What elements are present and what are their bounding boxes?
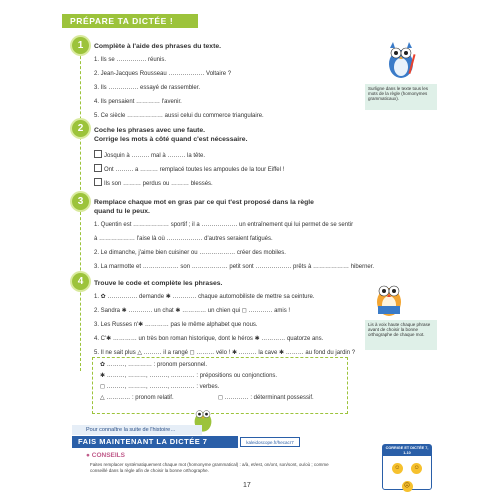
exercise-1-line-5: 5. Ce siècle ……………… aussi celui du commerce triangulaire. (94, 113, 264, 119)
exercise-4-line-2: 2. Sandra ✱ ………… un chat ✱ ………… un chien qui ◻ ………… amis ! (94, 308, 291, 314)
checkbox[interactable] (94, 178, 102, 186)
key-line-5: ◻ ………… : déterminant possessif. (218, 395, 314, 401)
exercise-2-line-3-text: Ils son ……… perdus ou ……… blessés. (104, 181, 213, 187)
dictation-url-link[interactable]: kaleidoscope.fr/hecacr7 (240, 437, 300, 447)
exercise-3-badge: 3 (72, 193, 89, 210)
exercise-2-line-3 (94, 178, 213, 188)
exercise-3-instruction-1: Remplace chaque mot en gras par ce qui t'est proposé dans la règle (94, 199, 314, 206)
smiley-neutral-icon[interactable]: ☺ (411, 463, 422, 474)
exercise-2-line-2 (94, 164, 284, 174)
exercise-3-line-3: 2. Le dimanche, j'aime bien cuisiner ou ……………… créer des mobiles. (94, 250, 286, 256)
story-continuation-link[interactable]: Pour connaître la suite de l'histoire… (72, 425, 202, 435)
key-line-4: △ ………… : pronom relatif. (100, 395, 174, 401)
sidenote-2-text: Lis à voix haute chaque phrase avant de choisir la bonne orthographe de chaque mot. (368, 322, 431, 338)
exercise-1-line-3: 3. Ils …………… essayé de rassembler. (94, 85, 201, 91)
section-title-banner: PRÉPARE TA DICTÉE ! (62, 14, 198, 28)
sidenote-1-text: Surligne dans le texte tous les mots de la règle (homonymes grammaticaux). (368, 86, 429, 102)
checkbox[interactable] (94, 164, 102, 172)
exercise-2-line-1-text: Josquin à ……… mal à ……… la tête. (104, 153, 206, 159)
key-line-3: ◻ ………, ………, ………, ………… : verbes. (100, 384, 220, 390)
sidenote-2 (365, 320, 437, 350)
key-line-2: ✱ ………, ………, ………, ………… : prépositions ou conjonctions. (100, 373, 278, 379)
exercise-2-badge: 2 (72, 120, 89, 137)
exercise-4-line-1: 1. ✿ …………… demande ✱ ………… chaque automobiliste de mettre sa ceinture. (94, 294, 315, 300)
self-evaluation-title: CORRIGE ET DICTÉE 7, 1-10 (383, 445, 431, 456)
conseils-heading (86, 452, 125, 459)
exercise-1-badge: 1 (72, 37, 89, 54)
exercise-4-line-5: 5. Il ne sait plus △ ……… il a rangé ◻ ……… vélo ! ✱ ……… la cave ✱ ……… au fond du jardin ? (94, 350, 356, 356)
conseils-label: CONSEILS (91, 452, 125, 459)
exercise-3-instruction-2: quand tu le peux. (94, 208, 150, 215)
exercise-4-instruction: Trouve le code et complète les phrases. (94, 280, 223, 287)
lightbulb-icon: ● (86, 452, 90, 459)
exercise-1-line-2: 2. Jean-Jacques Rousseau ……………… Voltaire ? (94, 71, 232, 77)
key-line-1: ✿ ………, ………… : pronom personnel. (100, 362, 208, 368)
page-number: 17 (243, 482, 251, 489)
owl-reading-icon (372, 278, 406, 318)
exercise-2-instruction-1: Coche les phrases avec une faute. (94, 127, 206, 134)
exercise-4-line-4: 4. C'✱ ………… un très bon roman historique, dont le héros ✱ ………… quatorze ans. (94, 336, 324, 342)
dictation-title-bar: FAIS MAINTENANT LA DICTÉE 7 (72, 436, 238, 448)
smiley-happy-icon[interactable]: ☺ (392, 463, 403, 474)
exercise-1-instruction: Complète à l'aide des phrases du texte. (94, 43, 222, 50)
exercise-1-line-1: 1. Ils se …………… réunis. (94, 57, 167, 63)
self-evaluation-card (382, 444, 432, 490)
exercise-4-badge: 4 (72, 273, 89, 290)
exercise-3-line-4: 3. La marmotte et ……………… son ……………… petit sont ……………… prêts à ……………… hiberner. (94, 264, 375, 270)
exercise-3-line-2: à ……………… l'aise là où ……………… d'autres seraient fatigués. (94, 236, 273, 242)
owl-mascot-icon (384, 40, 418, 80)
exercise-2-instruction-2: Corrige les mots à côté quand c'est nécessaire. (94, 136, 248, 143)
exercise-2-line-2-text: Ont ……… a ……… remplacé toutes les ampoules de la tour Eiffel ! (104, 167, 285, 173)
smiley-sad-icon[interactable]: ☹ (402, 481, 413, 492)
conseils-text: Faites remplacer systématiquement chaque mot (homonyme grammatical) : a/à, et/est, on/ont, son/sont, ou/où ; comme conseillé dans la règle afin de choisir la bonne orthographe. (90, 462, 329, 473)
exercise-2-line-1 (94, 150, 205, 160)
exercise-4-line-3: 3. Les Russes n'✱ ………… pas le même alphabet que nous. (94, 322, 258, 328)
sidenote-1 (365, 84, 437, 110)
exercise-3-line-1: 1. Quentin est ……………… sportif ; il a ……………… un entraînement qui lui permet de se sentir (94, 222, 354, 228)
exercise-1-line-4: 4. Ils pensaient ………… l'avenir. (94, 99, 182, 105)
checkbox[interactable] (94, 150, 102, 158)
